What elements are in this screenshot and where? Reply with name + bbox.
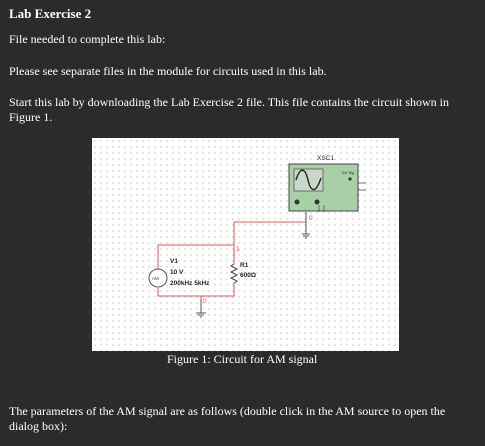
- figure-caption: Figure 1: Circuit for AM signal: [167, 352, 318, 366]
- ext-trig-label: Ext Trig: [342, 171, 355, 175]
- file-needed-line: File needed to complete this lab:: [9, 32, 166, 46]
- source-amplitude: 10 V: [170, 269, 184, 276]
- oscilloscope-xsc1: [289, 155, 366, 212]
- scope-label: XSC1: [317, 155, 334, 162]
- params-paragraph: The parameters of the AM signal are as follows (double click in the AM source to open the dialog box):: [9, 404, 446, 433]
- resistor-name: R1: [240, 262, 249, 269]
- node-label-0-scope: 0: [309, 215, 313, 222]
- source-name: V1: [170, 258, 178, 265]
- resistor-value: 600Ω: [240, 272, 257, 279]
- resistor-r1: [231, 262, 256, 283]
- module-note: Please see separate files in the module for circuits used in this lab.: [9, 64, 327, 78]
- ground-symbols: [196, 212, 310, 317]
- am-source-symbol: AM: [152, 276, 159, 281]
- node-label-0-source: 0: [203, 298, 207, 305]
- intro-paragraph: Start this lab by downloading the Lab Exercise 2 file. This file contains the circuit shown in Figure 1.: [9, 95, 450, 124]
- circuit-figure: [92, 138, 399, 351]
- node-label-1: 1: [236, 246, 240, 253]
- doc-heading: Lab Exercise 2: [9, 6, 92, 21]
- source-frequency: 200kHz 5kHz: [170, 280, 210, 287]
